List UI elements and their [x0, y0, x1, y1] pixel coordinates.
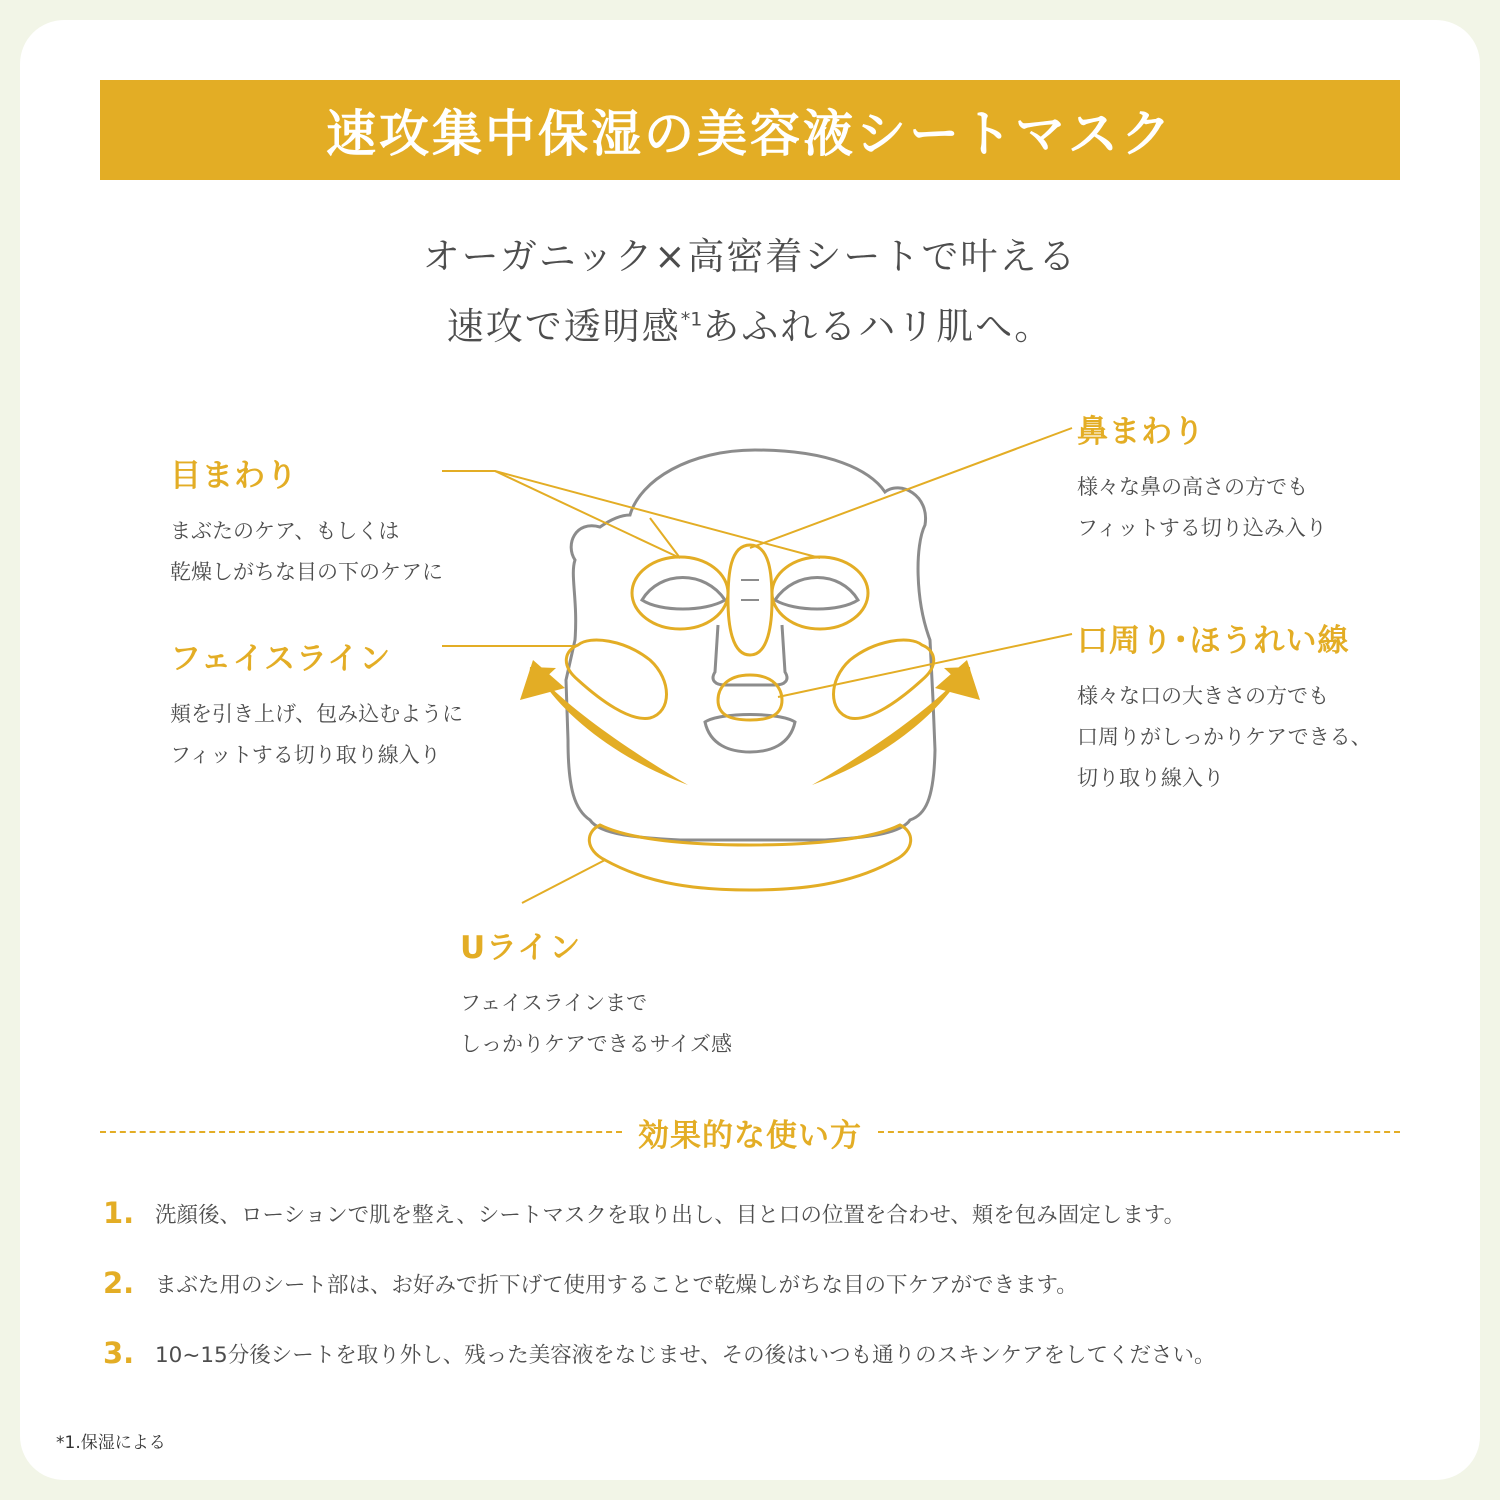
callout-mouth — [1077, 615, 1372, 799]
callout-faceline — [170, 633, 463, 776]
callout-nose-line1: 様々な鼻の高さの方でも — [1077, 475, 1308, 499]
callout-mouth-line3: 切り取り線入り — [1077, 766, 1224, 790]
subtitle-line2-before: 速攻で透明感 — [446, 305, 681, 348]
usage-step-1 — [103, 1196, 1185, 1230]
step-text: まぶた用のシート部は、お好みで折下げて使用することで乾燥しがちな目の下ケアができます。 — [155, 1272, 1078, 1298]
subtitle-line1: オーガニック×高密着シートで叶える — [422, 235, 1078, 278]
uline-leader-line — [522, 860, 605, 903]
callout-mouth-line2: 口周りがしっかりケアできる、 — [1077, 725, 1372, 749]
callout-nose-title: 鼻まわり — [1077, 414, 1205, 450]
uline-piece — [589, 825, 910, 890]
step-number: 2. — [103, 1266, 135, 1300]
step-number: 3. — [103, 1336, 135, 1370]
banner-title: 速攻集中保湿の美容液シートマスク — [326, 105, 1174, 163]
usage-step-2 — [103, 1266, 1078, 1300]
callout-uline — [460, 922, 732, 1065]
step-number: 1. — [103, 1196, 135, 1230]
subtitle-line2-after: あふれるハリ肌へ。 — [702, 305, 1054, 348]
callout-uline-line2: しっかりケアできるサイズ感 — [460, 1032, 732, 1056]
step-text: 10~15分後シートを取り外し、残った美容液をなじませ、その後はいつも通りのスキンケアをしてください。 — [155, 1342, 1216, 1368]
callout-uline-line1: フェイスラインまで — [460, 991, 648, 1015]
callout-faceline-line1: 頬を引き上げ、包み込むように — [170, 702, 464, 726]
callout-faceline-line2: フィットする切り取り線入り — [170, 743, 441, 767]
callout-eye-line2: 乾燥しがちな目の下のケアに — [170, 560, 443, 584]
usage-section-header — [100, 1110, 1400, 1154]
footnote: *1.保湿による — [56, 1433, 166, 1453]
callout-eye — [170, 450, 443, 593]
callout-eye-line1: まぶたのケア、もしくは — [170, 519, 400, 543]
mouth-leader-line — [778, 634, 1072, 697]
dashed-divider-left — [100, 1131, 622, 1133]
eye-leader-line-right — [495, 471, 820, 558]
usage-step-3 — [103, 1336, 1215, 1370]
callout-nose-line2: フィットする切り込み入り — [1077, 516, 1327, 540]
right-lift-arrow-head — [935, 660, 980, 700]
callout-eye-title: 目まわり — [170, 458, 298, 494]
callout-faceline-title: フェイスライン — [170, 641, 392, 677]
eye-leader-line — [442, 471, 680, 558]
nose-leader-line — [750, 428, 1072, 548]
callout-mouth-line1: 様々な口の大きさの方でも — [1077, 684, 1329, 708]
step-text: 洗顔後、ローションで肌を整え、シートマスクを取り出し、目と口の位置を合わせ、頬を包み固定します。 — [155, 1202, 1186, 1228]
callout-nose — [1077, 406, 1327, 549]
left-cheek-piece — [566, 640, 666, 718]
right-cheek-piece — [834, 640, 934, 718]
callout-mouth-title: 口周り･ほうれい線 — [1077, 623, 1350, 659]
callout-uline-title: Uライン — [460, 930, 582, 966]
left-lift-arrow-head — [520, 660, 565, 700]
right-eye-hole — [775, 578, 858, 610]
usage-section-title: 効果的な使い方 — [638, 1117, 862, 1154]
dashed-divider-right — [878, 1131, 1400, 1133]
footnote-marker: *1 — [680, 308, 703, 331]
left-eye-hole — [642, 578, 725, 610]
